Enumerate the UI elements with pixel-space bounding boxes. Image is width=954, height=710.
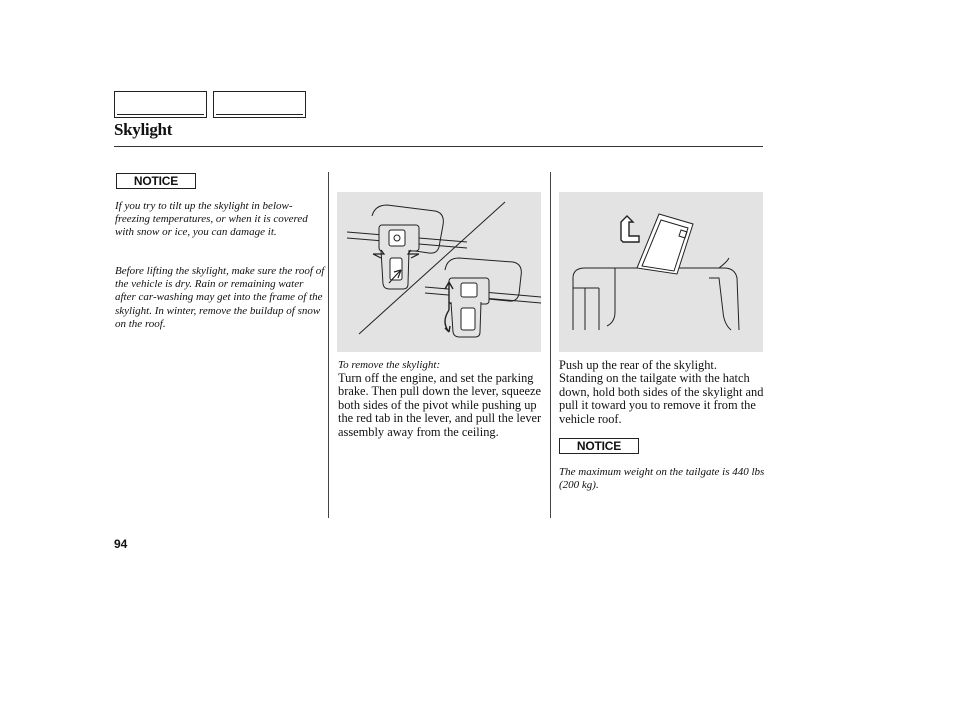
tailgate-weight-note: The maximum weight on the tailgate is 440 lbs (200 kg). xyxy=(559,466,765,492)
notice-paragraph-2: Before lifting the skylight, make sure the roof of the vehicle is dry. Rain or remaining water after car-washing may get into the frame of the skylight. In winter, remove the buildup of snow on the roof. xyxy=(115,265,325,330)
notice-paragraph-1: If you try to tilt up the skylight in below-freezing temperatures, or when it is covered with snow or ice, you can damage it. xyxy=(115,200,308,239)
column-divider-1 xyxy=(328,172,329,518)
notice-badge: NOTICE xyxy=(116,173,196,189)
skylight-removal-illustration xyxy=(559,192,763,352)
notice-badge-2: NOTICE xyxy=(559,438,639,454)
page-title: Skylight xyxy=(114,120,173,139)
figure-caption: To remove the skylight: xyxy=(338,359,441,371)
nav-tab-box-1 xyxy=(114,91,207,118)
lever-instructions: Turn off the engine, and set the parking brake. Then pull down the lever, squeeze both sides of the pivot while pushing up the red tab in the lever, and pull the lever assembly away from the ceiling. xyxy=(338,371,542,439)
column-divider-2 xyxy=(550,172,551,518)
title-rule xyxy=(114,146,763,147)
nav-tab-box-2 xyxy=(213,91,306,118)
lever-illustration xyxy=(337,192,541,352)
removal-instructions: Push up the rear of the skylight. Standing on the tailgate with the hatch down, hold both sides of the skylight and pull it toward you to remove it from the vehicle roof. xyxy=(559,358,764,426)
page-number: 94 xyxy=(114,537,128,551)
